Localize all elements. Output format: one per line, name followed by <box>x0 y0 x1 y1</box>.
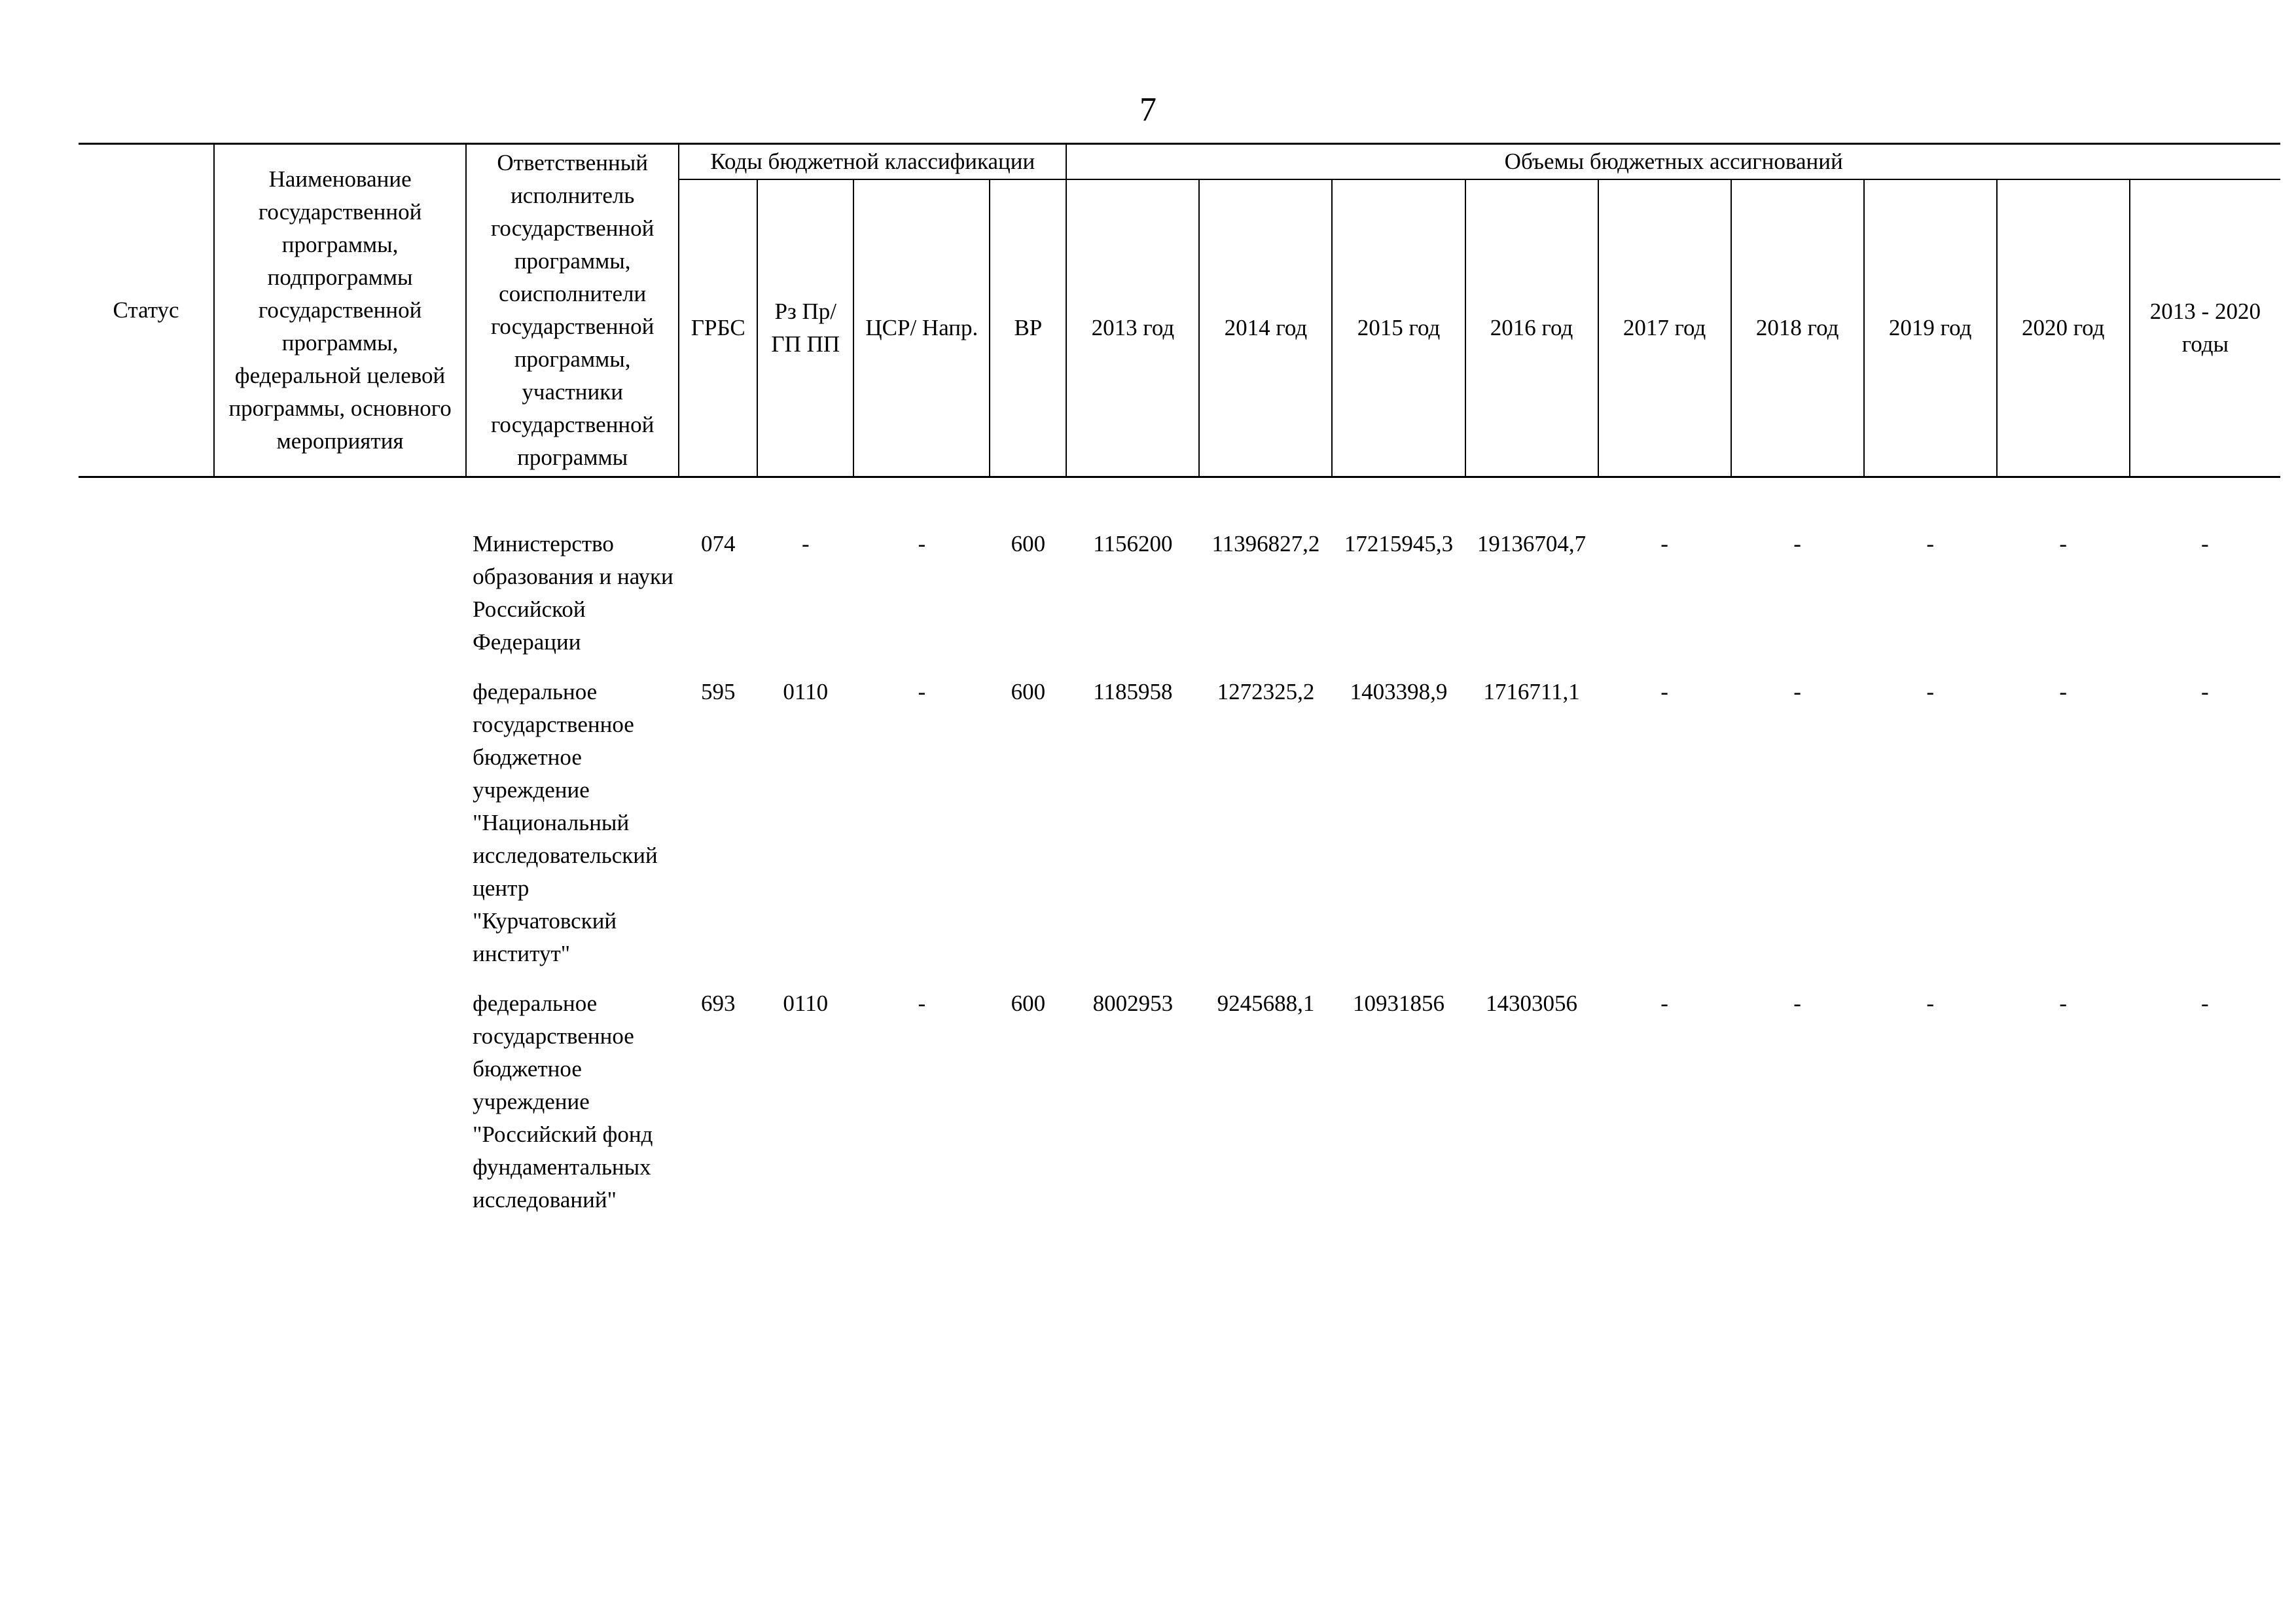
row-rzpr: 0110 <box>783 679 829 704</box>
row-value-2020: - <box>2059 991 2068 1016</box>
row-value-2013: 8002953 <box>1092 991 1174 1016</box>
header-year-2015: 2015 год <box>1332 179 1465 477</box>
row-org: Министерство образования и науки Российской Федерации <box>473 531 673 655</box>
row-value-2020: - <box>2059 679 2068 704</box>
row-value-2019: - <box>1926 531 1934 556</box>
row-value-total: - <box>2201 531 2209 556</box>
row-value-2014: 9245688,1 <box>1217 991 1315 1016</box>
header-year-2019: 2019 год <box>1864 179 1997 477</box>
row-value-2013: 1185958 <box>1093 679 1173 704</box>
row-value-2014: 1272325,2 <box>1217 679 1315 704</box>
row-vr: 600 <box>1011 531 1046 556</box>
header-status: Статус <box>79 144 214 477</box>
header-years-total: 2013 - 2020 годы <box>2130 179 2280 477</box>
row-vr: 600 <box>1011 991 1046 1016</box>
row-rzpr: - <box>801 531 810 556</box>
table-row <box>79 987 2280 1233</box>
row-value-2013: 1156200 <box>1093 531 1173 556</box>
row-value-2015: 17215945,3 <box>1344 531 1454 556</box>
row-rzpr: 0110 <box>783 991 829 1016</box>
budget-allocation-table <box>79 143 2280 1233</box>
header-rzpr: Рз Пр/ ГП ПП <box>757 179 853 477</box>
row-csr: - <box>918 531 926 556</box>
header-year-2020: 2020 год <box>1997 179 2130 477</box>
row-value-2017: - <box>1660 991 1668 1016</box>
row-value-2018: - <box>1793 991 1801 1016</box>
row-value-2017: - <box>1660 679 1668 704</box>
page-number: 7 <box>1139 91 1157 128</box>
row-org: федеральное государственное бюджетное учреждение "Национальный исследовательский центр "Курчатовский институт" <box>473 679 658 966</box>
row-org: федеральное государственное бюджетное учреждение "Российский фонд фундаментальных исследований" <box>473 991 653 1213</box>
row-grbs: 693 <box>700 991 736 1016</box>
row-csr: - <box>918 679 926 704</box>
row-program <box>214 987 466 1233</box>
row-value-2017: - <box>1660 531 1668 556</box>
row-value-2016: 1716711,1 <box>1483 679 1580 704</box>
table-row <box>79 676 2280 987</box>
row-value-2015: 10931856 <box>1352 991 1444 1016</box>
row-program <box>214 676 466 987</box>
row-value-2018: - <box>1793 531 1801 556</box>
row-status <box>79 987 214 1233</box>
row-value-2019: - <box>1926 679 1934 704</box>
row-value-2020: - <box>2059 531 2068 556</box>
row-value-2019: - <box>1926 991 1934 1016</box>
row-status <box>79 676 214 987</box>
row-grbs: 595 <box>700 679 736 704</box>
row-value-2014: 11396827,2 <box>1211 531 1320 556</box>
header-year-2013: 2013 год <box>1066 179 1199 477</box>
row-value-total: - <box>2201 991 2209 1016</box>
row-status <box>79 528 214 676</box>
header-year-2018: 2018 год <box>1731 179 1864 477</box>
row-value-2016: 19136704,7 <box>1477 531 1587 556</box>
header-grbs: ГРБС <box>679 179 757 477</box>
header-csr: ЦСР/ Напр. <box>853 179 990 477</box>
row-value-2018: - <box>1793 679 1801 704</box>
header-volumes-group: Объемы бюджетных ассигнований <box>1066 144 2280 180</box>
row-value-total: - <box>2201 679 2209 704</box>
header-year-2016: 2016 год <box>1465 179 1598 477</box>
header-year-2014: 2014 год <box>1199 179 1332 477</box>
row-value-2016: 14303056 <box>1486 991 1578 1016</box>
row-grbs: 074 <box>700 531 736 556</box>
table-row <box>79 528 2280 676</box>
row-program <box>214 528 466 676</box>
row-vr: 600 <box>1011 679 1046 704</box>
header-responsible: Ответственный исполнитель государственной программы, соисполнители государственной программы, участники государственной программы <box>466 144 679 477</box>
header-codes-group: Коды бюджетной классификации <box>679 144 1066 180</box>
header-vr: ВР <box>990 179 1066 477</box>
row-value-2015: 1403398,9 <box>1350 679 1448 704</box>
row-csr: - <box>918 991 926 1016</box>
header-program-name: Наименование государственной программы, подпрограммы государственной программы, федеральной целевой программы, основного мероприятия <box>214 144 466 477</box>
header-year-2017: 2017 год <box>1598 179 1731 477</box>
